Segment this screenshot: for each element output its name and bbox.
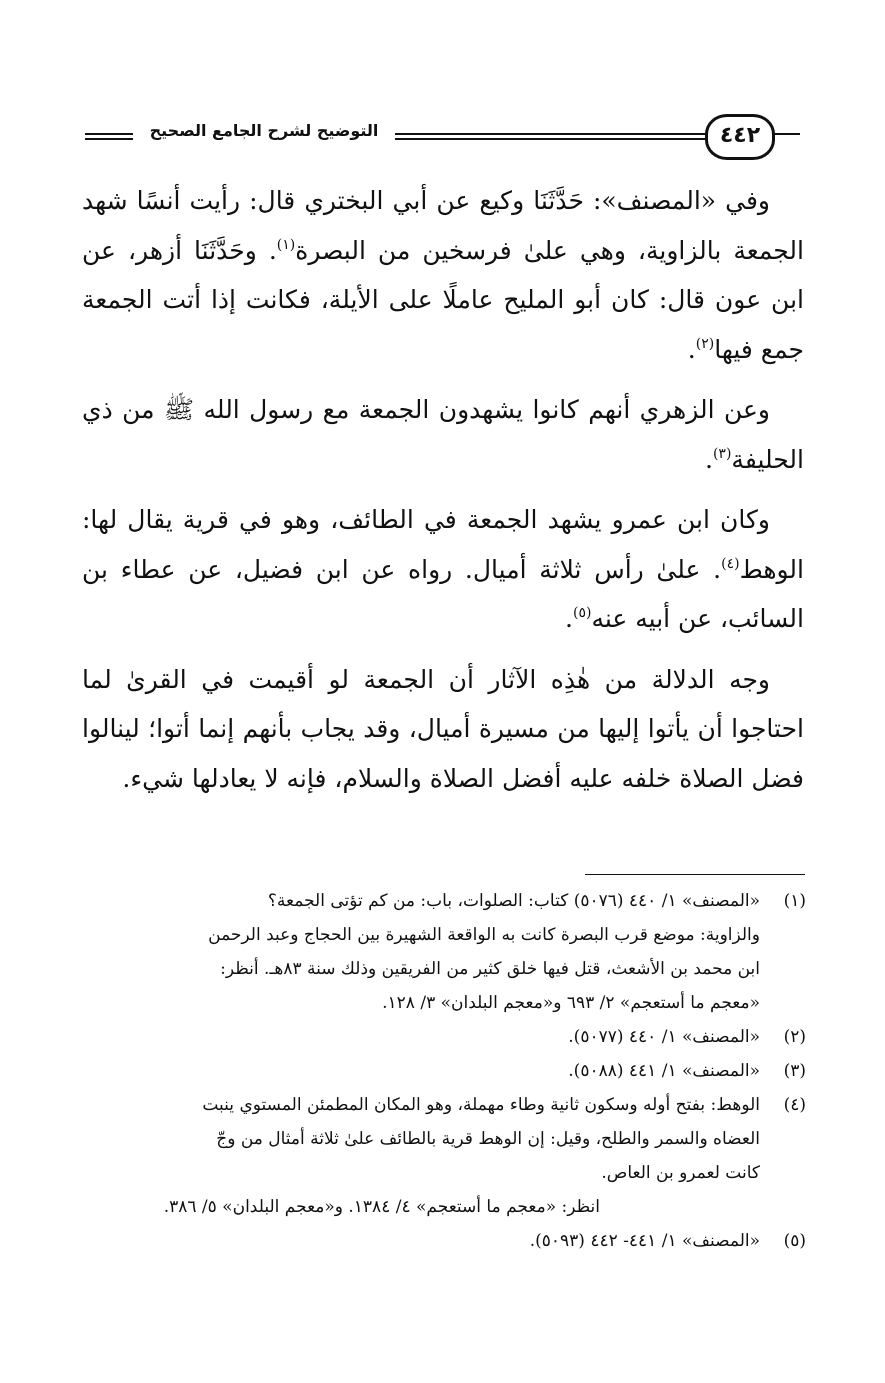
footnote-text: «المصنف» ١/ ٤٤٠ (٥٠٧٧). (568, 1027, 760, 1047)
footnote-number: (٤) (783, 1095, 806, 1115)
footnote-number: (١) (783, 891, 806, 911)
main-text (82, 176, 804, 814)
footnotes (82, 884, 806, 1258)
footnote-ref-2[interactable]: (٢) (695, 335, 715, 352)
footnote-2 (82, 1020, 806, 1054)
footnote-ref-5[interactable]: (٥) (572, 605, 592, 621)
paragraph-4: وجه الدلالة من هٰذِه الآثار أن الجمعة لو أقيمت في القرىٰ لما احتاجوا أن يأتوا إليها من مسيرة أميال، وقد يجاب بأنهم إنما أتوا؛ لينالوا فضل الصلاة خلفه عليه أفضل الصلاة والسلام، فإنه لا يعادلها شيء. (82, 664, 804, 793)
header-rule-left (85, 133, 133, 135)
footnote-ref-4[interactable]: (٤) (721, 555, 740, 572)
footnote-number: (٥) (783, 1231, 806, 1251)
footnote-1 (82, 884, 806, 1020)
footnote-4 (82, 1088, 806, 1224)
paragraph-3: وكان ابن عمرو يشهد الجمعة في الطائف، وهو في قرية يقال لها: الوهط$^{(٤)}$. علىٰ رأس ثلاثة أميال. رواه عن ابن فضيل، عن عطاء بن السائب، عن أبيه عنه$^{(٥)}$. (82, 505, 804, 633)
footnote-text: الوهط: بفتح أوله وسكون ثانية وطاء مهملة، وهو المكان المطمئن المستوي ينبت العضاه والسمر والطلح، وقيل: إن الوهط قرية بالطائف علىٰ ثلاثة أمثال من وجّ كانت لعمرو بن العاص. انظر: «معجم ما أستعجم» ٤/ ١٣٨٤. و«معجم البلدان» ٥/ ٣٨٦. (82, 1088, 760, 1224)
running-title: التوضيح لشرح الجامع الصحيح (149, 121, 379, 140)
footnote-number: (٣) (783, 1061, 806, 1081)
footnote-ref-1[interactable]: (١) (276, 236, 296, 253)
footnote-number: (٢) (783, 1027, 806, 1047)
page-number: ٤٤٢ (705, 114, 775, 160)
running-header (85, 112, 800, 160)
paragraph-2: وعن الزهري أنهم كانوا يشهدون الجمعة مع رسول الله ﷺ من ذي الحليفة$^{(٣)}$. (82, 395, 804, 474)
footnote-text: «المصنف» ١/ ٤٤١- ٤٤٢ (٥٠٩٣). (529, 1231, 760, 1251)
footnote-separator (585, 874, 805, 875)
footnote-text: «المصنف» ١/ ٤٤٠ (٥٠٧٦) كتاب: الصلوات، باب: من كم تؤتى الجمعة؟ والزاوية: موضع قرب البصرة كانت به الواقعة الشهيرة بين الحجاج وعبد الرحمن ابن محمد بن الأشعث، قتل فيها خلق كثير من الفريقين وذلك سنة ٨٣هـ. أنظر: «معجم ما أستعجم» ٢/ ٦٩٣ و«معجم البلدان» ٣/ ١٢٨. (208, 891, 760, 1013)
footnote-3 (82, 1054, 806, 1088)
header-rule-right (775, 133, 800, 135)
footnote-text: «المصنف» ١/ ٤٤١ (٥٠٨٨). (568, 1061, 760, 1081)
footnote-reference: انظر: «معجم ما أستعجم» ٤/ ١٣٨٤. و«معجم البلدان» ٥/ ٣٨٦. (163, 1197, 600, 1217)
footnote-5 (82, 1224, 806, 1258)
paragraph-1: وفي «المصنف»: حَدَّثَنَا وكيع عن أبي البختري قال: رأيت أنسًا شهد الجمعة بالزاوية، وهي علىٰ فرسخين من البصرة$^{(١)}$. وحَدَّثَنَا أزهر، عن ابن عون قال: كان أبو المليح عاملًا على الأيلة، فكانت إذا أتت الجمعة جمع فيها$^{(٢)}$. (82, 186, 804, 364)
footnote-ref-3[interactable]: (٣) (712, 445, 732, 462)
